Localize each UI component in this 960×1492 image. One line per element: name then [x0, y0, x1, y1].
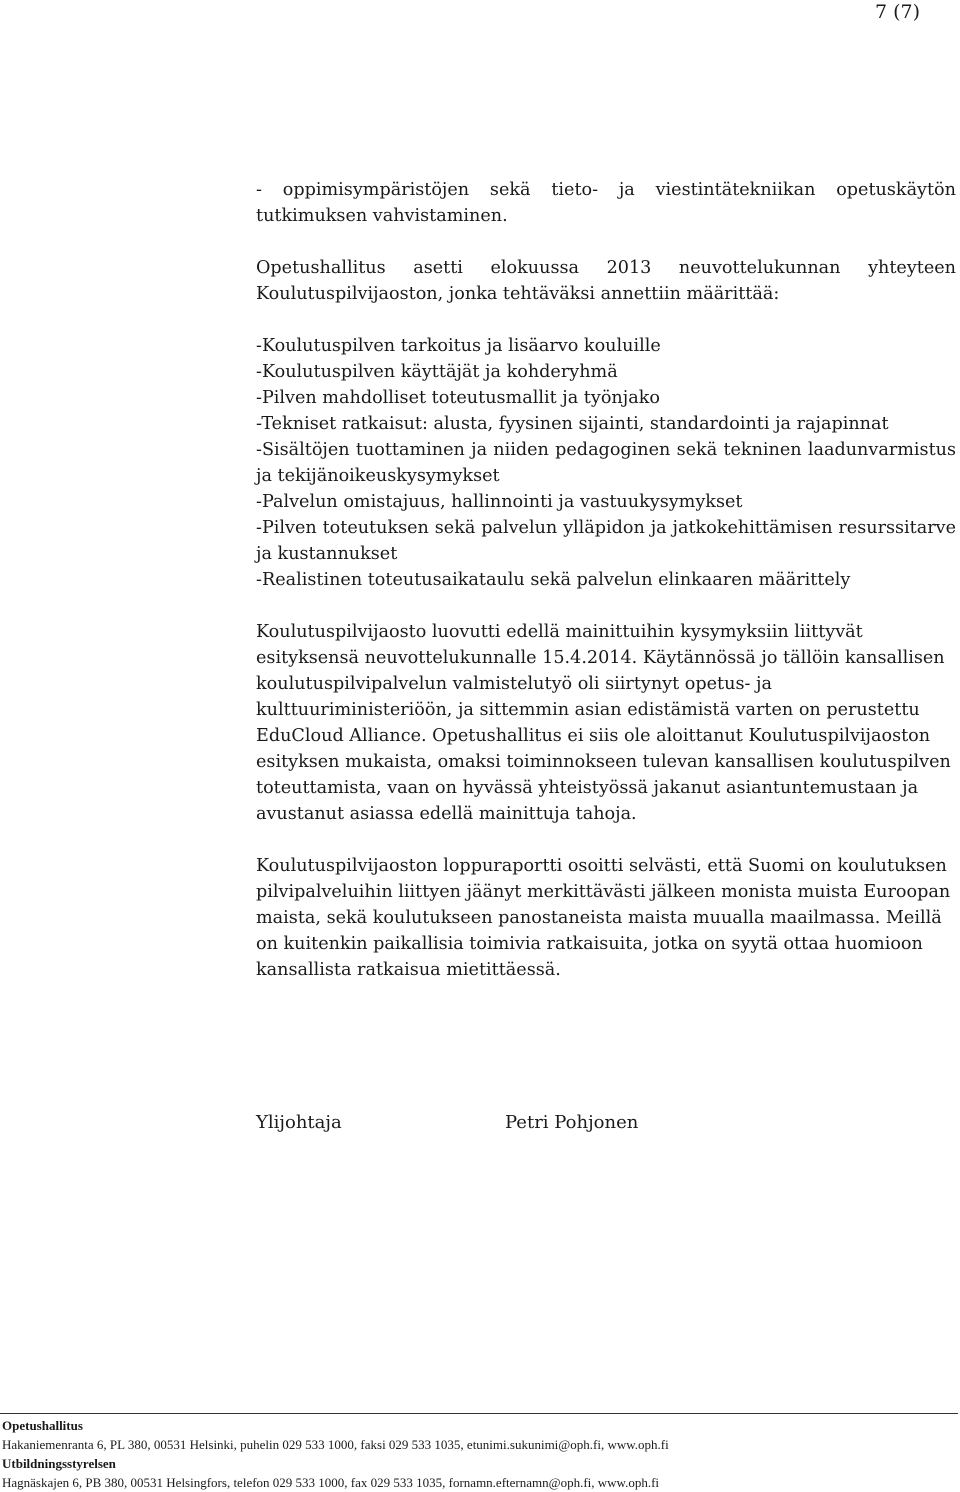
list-item: -Pilven mahdolliset toteutusmallit ja työnjako: [256, 388, 660, 408]
footer-divider: [0, 1413, 958, 1414]
footer-address-fi: Hakaniemenranta 6, PL 380, 00531 Helsinki, puhelin 029 533 1000, faksi 029 533 1035, etunimi.sukunimi@oph.fi, www.oph.fi: [2, 1437, 669, 1452]
list-item: -Sisältöjen tuottaminen ja niiden pedagoginen sekä tekninen laadunvarmistus ja tekijänoikeuskysymykset: [256, 440, 956, 486]
footer: [0, 1413, 960, 1492]
paragraph-research: - oppimisympäristöjen sekä tieto- ja viestintätekniikan opetuskäytön tutkimuksen vahvistaminen.: [256, 180, 956, 226]
document-body: [256, 177, 956, 983]
signature-title: Ylijohtaja: [256, 1112, 342, 1133]
list-item: -Koulutuspilven tarkoitus ja lisäarvo kouluille: [256, 336, 661, 356]
paragraph-final-report: Koulutuspilvijaoston loppuraportti osoitti selvästi, että Suomi on koulutuksen pilvipalveluihin liittyen jäänyt merkittävästi jälkeen monista muista Euroopan maista, sekä koulutukseen panostaneista maista muualla maailmassa. Meillä on kuitenkin paikallisia toimivia ratkaisuita, jotka on syytä ottaa huomioon kansallista ratkaisua mietittäessä.: [256, 856, 951, 980]
task-list: [256, 333, 956, 593]
list-item: -Koulutuspilven käyttäjät ja kohderyhmä: [256, 362, 618, 382]
list-item: -Realistinen toteutusaikataulu sekä palvelun elinkaaren määrittely: [256, 570, 851, 590]
paragraph-subcommittee: Opetushallitus asetti elokuussa 2013 neuvottelukunnan yhteyteen Koulutuspilvijaoston, jonka tehtäväksi annettiin määrittää:: [256, 258, 956, 304]
footer-address-sv: Hagnäskajen 6, PB 380, 00531 Helsingfors, telefon 029 533 1000, fax 029 533 1035, fornamn.efternamn@oph.fi, www.oph.fi: [2, 1475, 660, 1490]
signature-name: Petri Pohjonen: [505, 1112, 639, 1133]
list-item: -Tekniset ratkaisut: alusta, fyysinen sijainti, standardointi ja rajapinnat: [256, 414, 889, 434]
footer-org-fi: Opetushallitus: [2, 1418, 83, 1433]
list-item: -Palvelun omistajuus, hallinnointi ja vastuukysymykset: [256, 492, 743, 512]
paragraph-handover: Koulutuspilvijaosto luovutti edellä mainittuihin kysymyksiin liittyvät esityksensä neuvottelukunnalle 15.4.2014. Käytännössä jo tällöin kansallisen koulutuspilvipalvelun valmistelutyö oli siirtynyt opetus- ja kulttuuriministeriöön, ja sittemmin asian edistämistä varten on perustettu EduCloud Alliance. Opetushallitus ei siis ole aloittanut Koulutuspilvijaoston esityksen mukaista, omaksi toiminnokseen tulevan kansallisen koulutuspilven toteuttamista, vaan on hyvässä yhteistyössä jakanut asiantuntemustaan ja avustanut asiassa edellä mainittuja tahoja.: [256, 622, 951, 824]
page-number: 7 (7): [874, 1, 920, 23]
list-item: -Pilven toteutuksen sekä palvelun ylläpidon ja jatkokehittämisen resurssitarve ja kustannukset: [256, 518, 956, 564]
footer-org-sv: Utbildningsstyrelsen: [2, 1456, 116, 1471]
